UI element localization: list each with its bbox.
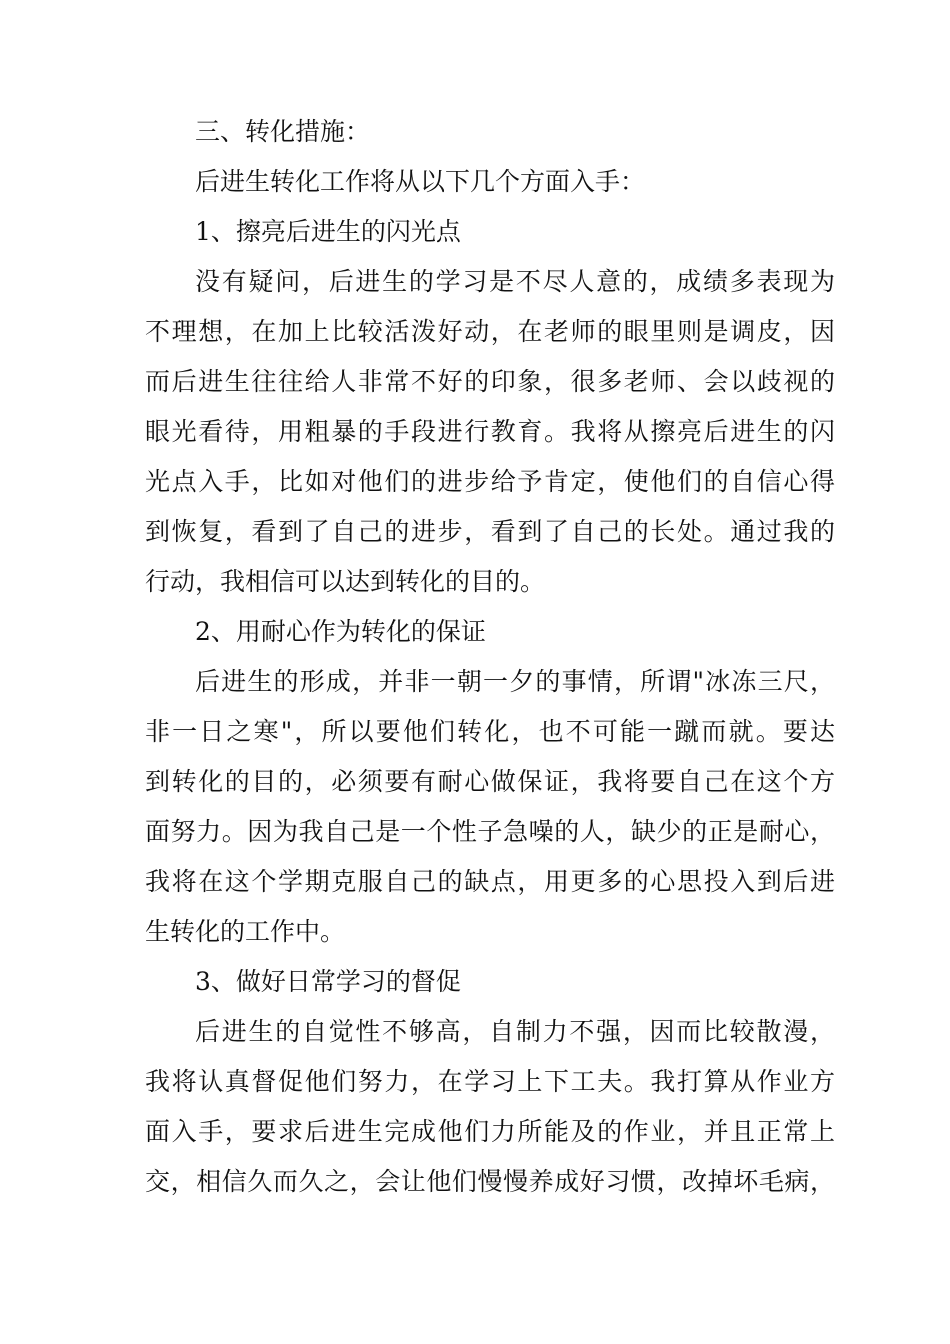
item-2-line-6: 生转化的工作中。	[145, 917, 346, 946]
item-1-line-6: 到恢复，看到了自己的进步，看到了自己的长处。通过我的	[145, 517, 835, 546]
item-2-heading: 2、用耐心作为转化的保证	[195, 617, 486, 646]
item-2-line-2: 非一日之寒"，所以要他们转化，也不可能一蹴而就。要达	[145, 717, 835, 746]
item-1-line-1: 没有疑问，后进生的学习是不尽人意的，成绩多表现为	[195, 267, 835, 296]
item-1-line-7: 行动，我相信可以达到转化的目的。	[145, 567, 546, 596]
item-3-line-3: 面入手，要求后进生完成他们力所能及的作业，并且正常上	[145, 1117, 835, 1146]
section-heading: 三、转化措施：	[195, 117, 371, 146]
intro-line: 后进生转化工作将从以下几个方面入手：	[195, 167, 646, 196]
item-2-line-1: 后进生的形成，并非一朝一夕的事情，所谓"冰冻三尺，	[195, 667, 835, 696]
item-3-heading: 3、做好日常学习的督促	[195, 967, 461, 996]
item-3-line-4: 交，相信久而久之，会让他们慢慢养成好习惯，改掉坏毛病，	[145, 1167, 835, 1196]
item-2-line-4: 面努力。因为我自己是一个性子急噪的人，缺少的正是耐心，	[145, 817, 835, 846]
item-1-line-2: 不理想，在加上比较活泼好动，在老师的眼里则是调皮，因	[145, 317, 835, 346]
item-1-line-5: 光点入手，比如对他们的进步给予肯定，使他们的自信心得	[145, 467, 835, 496]
item-3-line-1: 后进生的自觉性不够高，自制力不强，因而比较散漫，	[195, 1017, 835, 1046]
item-2-line-5: 我将在这个学期克服自己的缺点，用更多的心思投入到后进	[145, 867, 835, 896]
item-2-line-3: 到转化的目的，必须要有耐心做保证，我将要自己在这个方	[145, 767, 835, 796]
item-1-heading: 1、擦亮后进生的闪光点	[195, 217, 461, 246]
item-1-line-3: 而后进生往往给人非常不好的印象，很多老师、会以歧视的	[145, 367, 835, 396]
item-3-line-2: 我将认真督促他们努力，在学习上下工夫。我打算从作业方	[145, 1067, 835, 1096]
item-1-line-4: 眼光看待，用粗暴的手段进行教育。我将从擦亮后进生的闪	[145, 417, 835, 446]
